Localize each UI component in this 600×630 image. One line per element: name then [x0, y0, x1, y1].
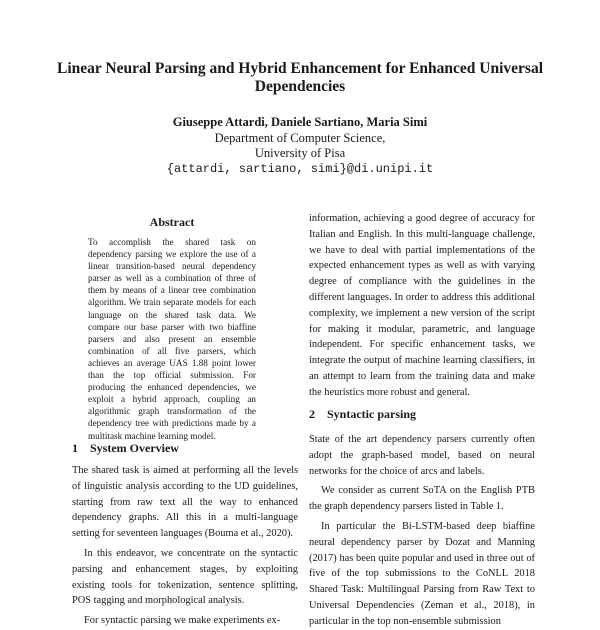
abstract-text: To accomplish the shared task on dependency parsing we explore the use of a linear transition-based neural dependency parser as well as a combination of three of them by means of a linear tree combination algorithm. We train separate models for each language on the shared task data. We compare our base parser with two biaffine parsers and also present an ensemble combination of all five parsers, which achieves an average UAS 1.88 point lower than the top official submission. For producing the enhanced dependencies, we exploit a hybrid approach, coupling an algorithmic graph transformation of the dependency tree with predictions made by a multitask machine learning model. — [88, 237, 256, 441]
section-1-title: System Overview — [90, 441, 179, 455]
affiliation-university: University of Pisa — [254, 146, 346, 160]
right-column-continuation — [309, 211, 535, 401]
section-2-heading — [309, 407, 535, 422]
section-1-number: 1 — [72, 441, 78, 455]
section-2-paragraph: In particular the Bi-LSTM-based deep biaffine neural dependency parser by Dozat and Manning (2017) has been quite popular and used in three out of five of the top submissions to the CoNLL 2018 Shared Task: Multilingual Parsing from Raw Text to Universal Dependencies (Zeman et al., 2018), in particular in the top non-ensemble submission — [309, 520, 535, 627]
section-1-paragraph: For syntactic parsing we make experiments ex- — [84, 615, 281, 627]
paper-title: Linear Neural Parsing and Hybrid Enhancement for Enhanced Universal Dependencies — [57, 60, 543, 95]
section-1-paragraph: The shared task is aimed at performing all the levels of linguistic analysis according to the UD guidelines, starting from raw text all the way to enhanced dependency graphs. All this in a multi-language setting for seventeen languages (Bouma et al., 2020). — [72, 465, 298, 540]
section-1-paragraph: In this endeavor, we concentrate on the syntactic parsing and enhancement stages, by exploiting existing tools for tokenization, sentence splitting, POS tagging and morphological analysis. — [72, 547, 298, 607]
section-2-paragraph: State of the art dependency parsers currently often adopt the graph-based model, based on neural networks for the choice of arcs and labels. — [309, 434, 535, 477]
continued-paragraph: information, achieving a good degree of accuracy for Italian and English. In this multi-language challenge, we have to deal with partial implementations of the expected enhancement types as well as with varying degree of compliance with the guidelines in the different languages. In order to address this additional complexity, we implement a new version of the script for making it modular, parametric, and language independent. For specific enhancement tasks, we integrate the output of machine learning classifiers, in an attempt to learn from the training data and make the heuristics more robust and general. — [309, 213, 535, 398]
author-block — [40, 115, 560, 177]
section-2-title: Syntactic parsing — [327, 407, 417, 421]
abstract-heading: Abstract — [149, 215, 195, 229]
section-2-paragraph: We consider as current SoTA on the English PTB the graph dependency parsers listed in Table 1. — [309, 485, 535, 513]
affiliation-department: Department of Computer Science, — [214, 130, 386, 145]
author-names: Giuseppe Attardi, Daniele Sartiano, Maria Simi — [172, 115, 428, 129]
section-2-number: 2 — [309, 407, 315, 421]
author-emails: {attardi, sartiano, simi}@di.unipi.it — [166, 161, 434, 176]
section-1-heading — [72, 441, 292, 456]
section-1-body — [72, 463, 298, 629]
